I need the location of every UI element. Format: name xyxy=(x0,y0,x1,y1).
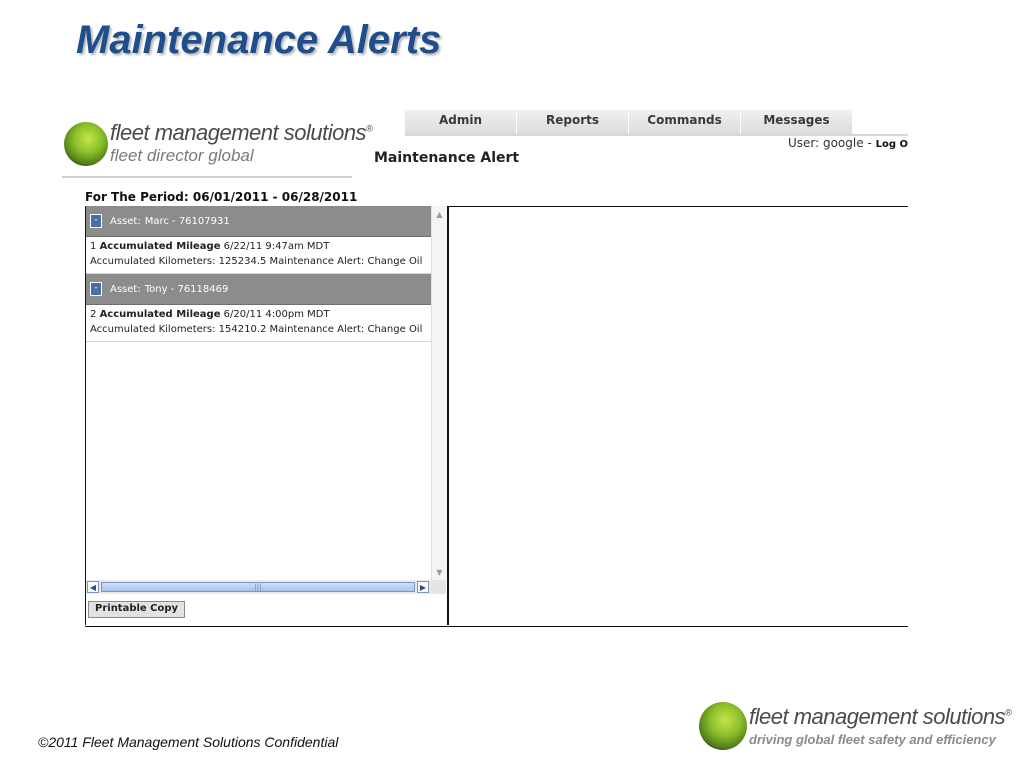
alert-datetime: 6/20/11 4:00pm MDT xyxy=(223,309,330,320)
user-separator: - xyxy=(867,136,872,150)
scroll-down-icon[interactable]: ▼ xyxy=(436,568,443,577)
logo-company-name: fleet management solutions® xyxy=(110,120,373,145)
scroll-up-icon[interactable]: ▲ xyxy=(436,210,443,219)
slide-title: Maintenance Alerts xyxy=(76,18,442,62)
tab-commands[interactable]: Commands xyxy=(629,110,741,134)
scroll-right-icon[interactable]: ▶ xyxy=(417,581,429,593)
main-nav-tabs xyxy=(405,110,853,134)
tab-reports[interactable]: Reports xyxy=(517,110,629,134)
asset-label: Asset: xyxy=(110,283,141,295)
logo-product-name: fleet director global xyxy=(110,146,254,165)
list-item[interactable] xyxy=(86,237,431,274)
scroll-left-icon[interactable]: ◀ xyxy=(87,581,99,593)
scrollbar-grip-icon: ||| xyxy=(254,583,262,591)
logo-ball-icon xyxy=(64,122,108,166)
asset-label: Asset: xyxy=(110,215,141,227)
alert-number: 1 xyxy=(90,241,97,252)
logout-link[interactable]: Log O xyxy=(875,139,908,150)
printable-copy-button[interactable]: Printable Copy xyxy=(88,601,185,618)
logo-ball-icon xyxy=(699,702,747,750)
list-item[interactable] xyxy=(86,305,431,342)
app-logo xyxy=(62,118,373,178)
asset-name: Marc - 76107931 xyxy=(144,215,230,227)
user-prefix: User: xyxy=(787,136,820,150)
alert-type: Accumulated Mileage xyxy=(99,241,221,252)
alert-list-panel xyxy=(85,206,449,625)
alert-datetime: 6/22/11 9:47am MDT xyxy=(223,241,330,252)
logo-divider xyxy=(62,176,352,178)
vertical-scrollbar[interactable] xyxy=(431,206,447,580)
asset-group-header[interactable] xyxy=(86,206,431,237)
alert-type: Accumulated Mileage xyxy=(99,309,221,320)
asset-name: Tony - 76118469 xyxy=(144,283,229,295)
tab-messages[interactable]: Messages xyxy=(741,110,853,134)
app-window xyxy=(62,108,908,628)
alert-list xyxy=(86,206,431,580)
page-title: Maintenance Alert xyxy=(374,150,520,166)
footer-logo xyxy=(699,702,1012,754)
asset-group-header[interactable] xyxy=(86,274,431,305)
collapse-toggle-icon[interactable]: - xyxy=(90,282,102,296)
user-name: google xyxy=(822,136,864,150)
horizontal-scrollbar[interactable] xyxy=(86,580,431,594)
footer-copyright: ©2011 Fleet Management Solutions Confidential xyxy=(38,734,339,750)
alert-detail: Accumulated Kilometers: 125234.5 Maintenance Alert: Change Oil xyxy=(90,256,423,267)
alert-detail: Accumulated Kilometers: 154210.2 Maintenance Alert: Change Oil xyxy=(90,324,423,335)
footer-logo-name: fleet management solutions® xyxy=(749,704,1012,729)
alert-number: 2 xyxy=(90,309,97,320)
scrollbar-thumb[interactable] xyxy=(101,582,415,592)
report-period: For The Period: 06/01/2011 - 06/28/2011 xyxy=(85,190,358,204)
user-info xyxy=(788,136,908,150)
collapse-toggle-icon[interactable]: - xyxy=(90,214,102,228)
scrollbar-corner xyxy=(431,580,446,594)
footer-logo-tagline: driving global fleet safety and efficiency xyxy=(749,732,996,747)
tab-admin[interactable]: Admin xyxy=(405,110,517,134)
